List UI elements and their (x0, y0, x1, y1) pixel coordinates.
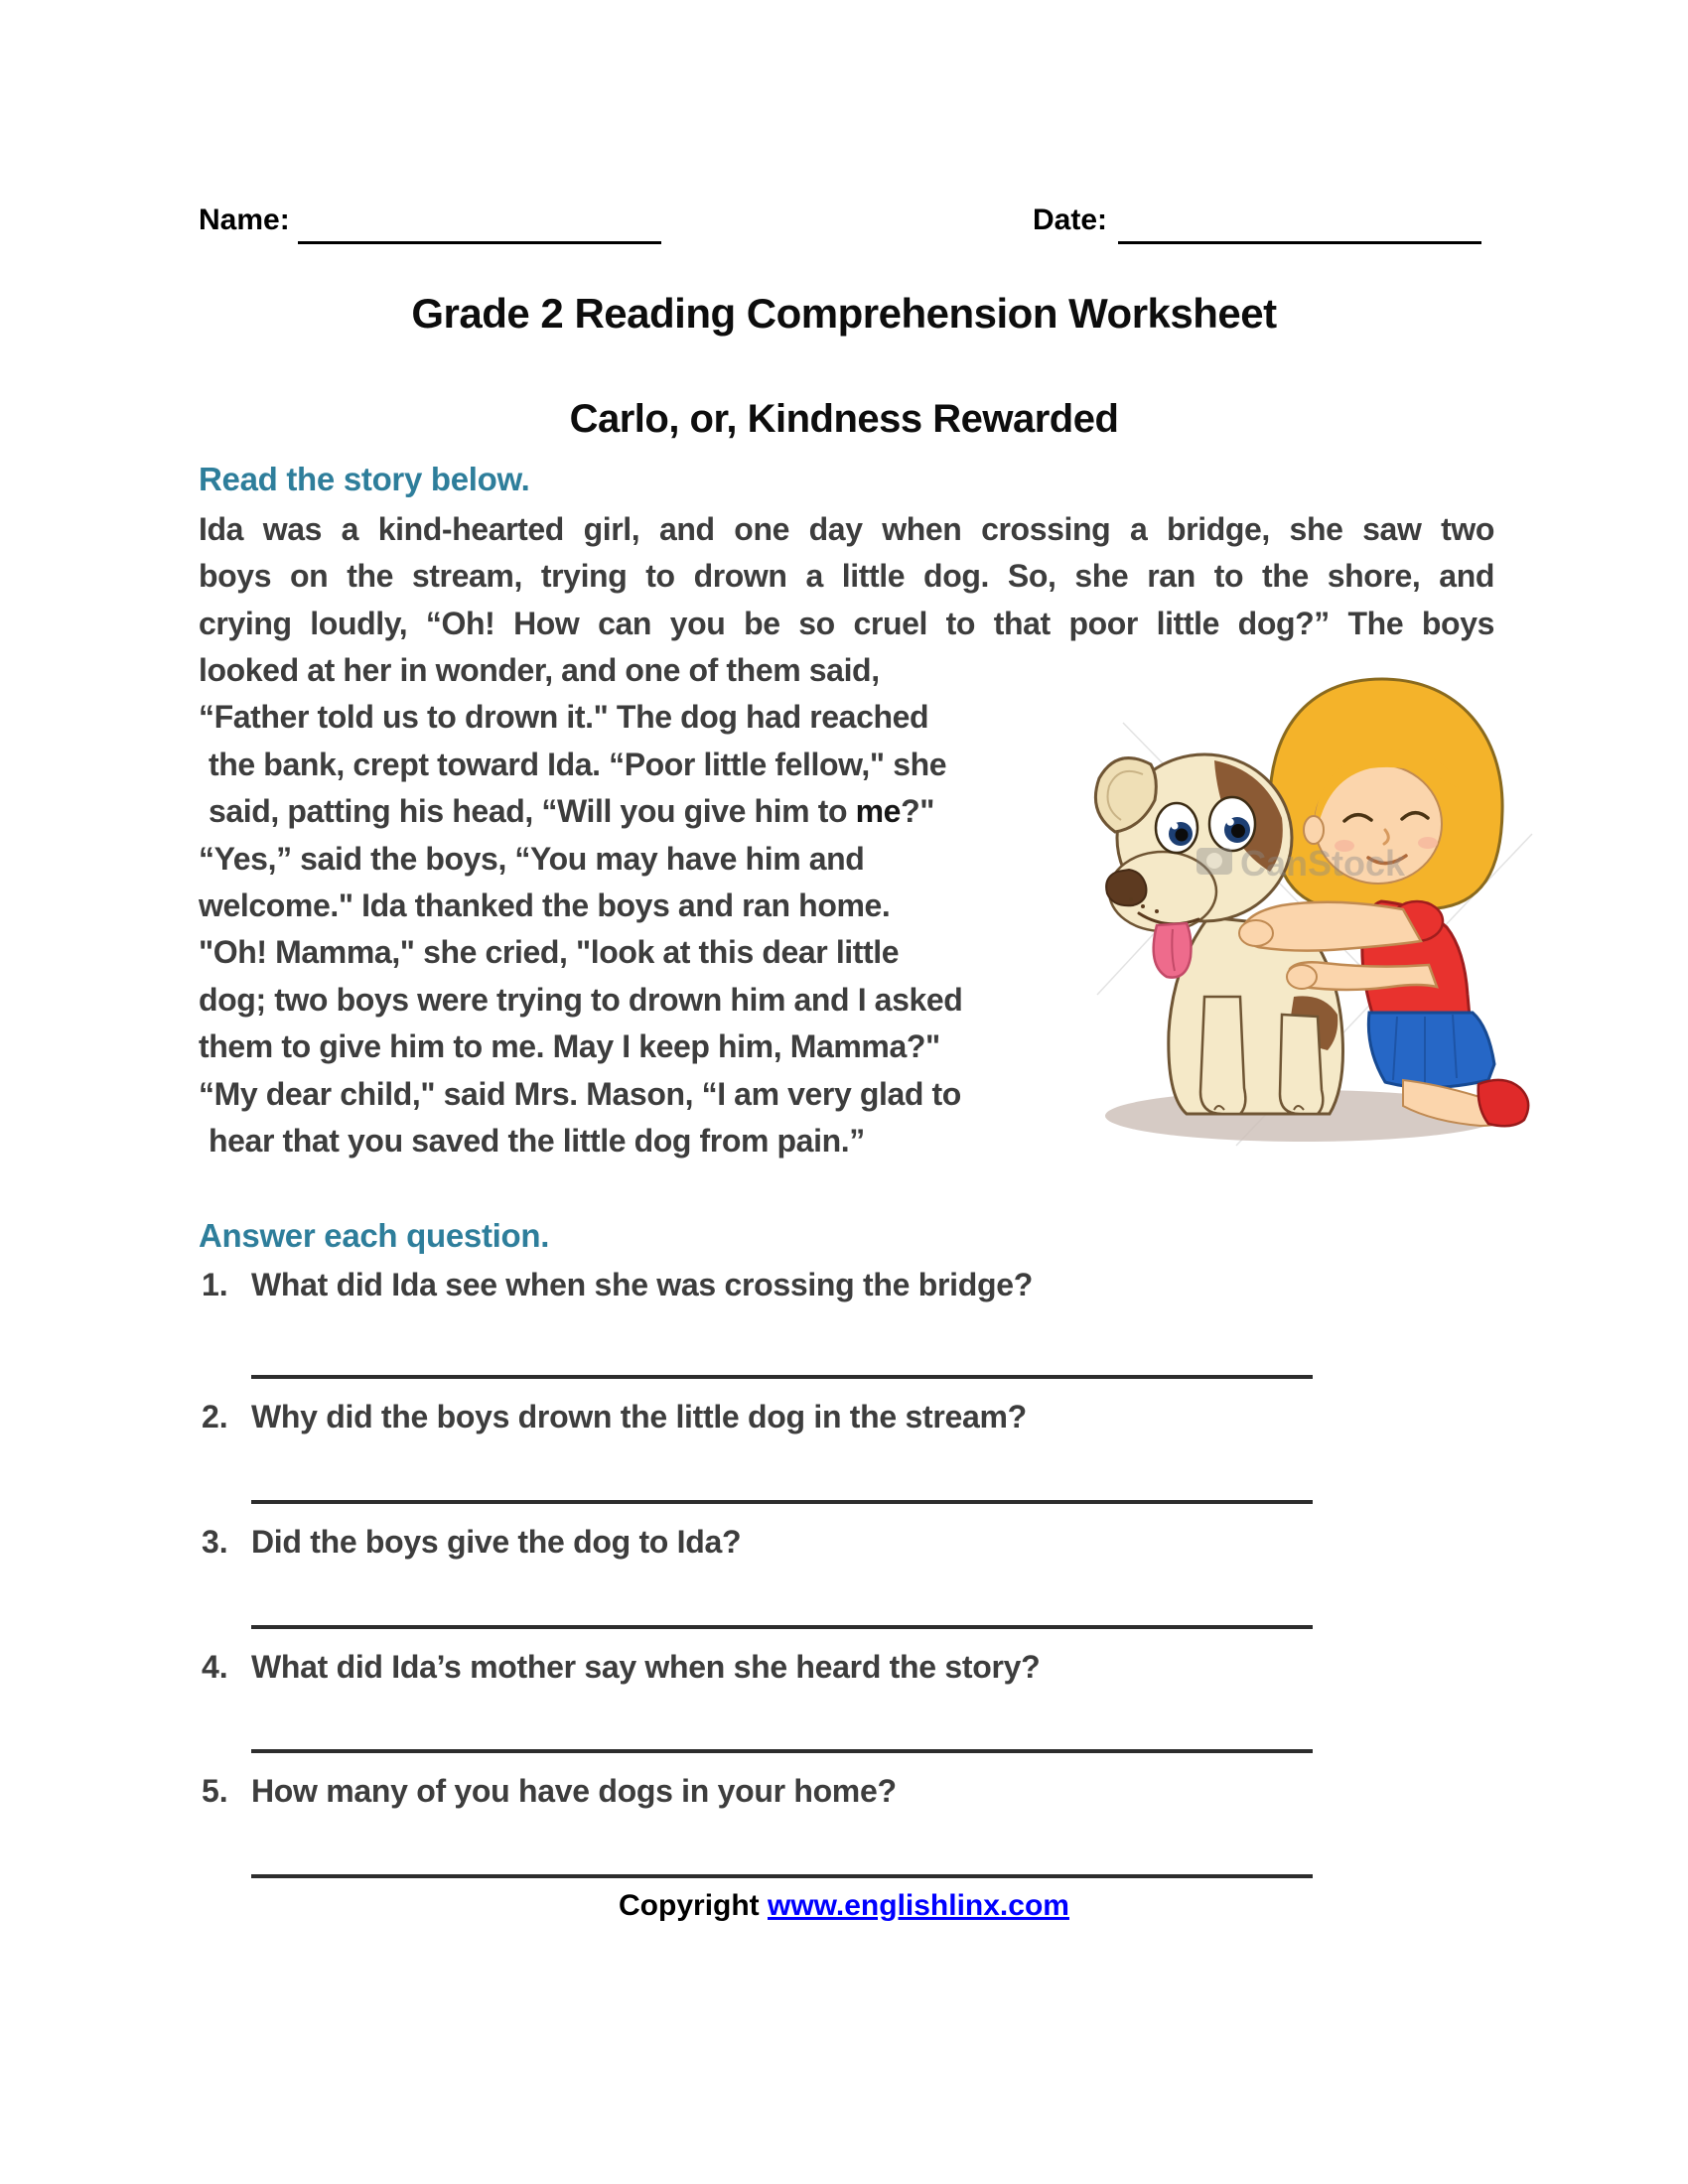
question-number: 2. (202, 1399, 228, 1434)
question-text: Did the boys give the dog to Ida? (251, 1524, 742, 1560)
date-field-line[interactable] (1118, 241, 1481, 244)
question-number: 5. (202, 1773, 228, 1809)
question-text: Why did the boys drown the little dog in the stream? (251, 1399, 1027, 1434)
story-line: "Oh! Mamma," she cried, "look at this dear little (199, 934, 900, 970)
story-line: boys on the stream, trying to drown a little dog. So, she ran to the shore, and (199, 558, 1494, 594)
date-label: Date: (1033, 204, 1108, 236)
story-line: welcome." Ida thanked the boys and ran home. (199, 887, 891, 923)
story-illustration (1087, 667, 1539, 1163)
story-title: Carlo, or, Kindness Rewarded (569, 397, 1119, 441)
story-line: looked at her in wonder, and one of them said, (199, 652, 880, 688)
story-line-part: ?" (901, 793, 934, 829)
question-text: What did Ida see when she was crossing the bridge? (251, 1267, 1033, 1302)
story-line (199, 793, 934, 830)
page-title: Grade 2 Reading Comprehension Worksheet (411, 290, 1277, 337)
story-line: dog; two boys were trying to drown him and I asked (199, 982, 963, 1018)
question-number: 4. (202, 1649, 228, 1685)
answer-line[interactable] (251, 1749, 1313, 1753)
question-number: 1. (202, 1267, 228, 1302)
question-number: 3. (202, 1524, 228, 1560)
story-line: crying loudly, “Oh! How can you be so cruel to that poor little dog?” The boys (199, 606, 1494, 641)
answer-line[interactable] (251, 1625, 1313, 1629)
copyright-row (0, 1889, 1688, 1923)
story-line: “My dear child," said Mrs. Mason, “I am very glad to (199, 1076, 961, 1112)
story-line: hear that you saved the little dog from pain.” (209, 1123, 865, 1159)
story-line: them to give him to me. May I keep him, Mamma?" (199, 1028, 940, 1064)
story-line: the bank, crept toward Ida. “Poor little fellow," she (209, 747, 947, 782)
answer-line[interactable] (251, 1375, 1313, 1379)
story-line-part: said, patting his head, “Will you give him to (209, 793, 856, 829)
story-line: Ida was a kind-hearted girl, and one day when crossing a bridge, she saw two (199, 511, 1494, 547)
story-line: “Yes,” said the boys, “You may have him and (199, 841, 865, 877)
read-instruction: Read the story below. (199, 461, 530, 497)
copyright-link[interactable]: www.englishlinx.com (768, 1889, 1069, 1922)
name-label: Name: (199, 204, 290, 236)
copyright-text: Copyright (619, 1889, 769, 1922)
question-text: How many of you have dogs in your home? (251, 1773, 897, 1809)
answer-line[interactable] (251, 1874, 1313, 1878)
answer-line[interactable] (251, 1500, 1313, 1504)
girl-hugging-dog-image (1087, 667, 1539, 1163)
story-line-emphasis: me (855, 793, 902, 829)
question-text: What did Ida’s mother say when she heard the story? (251, 1649, 1041, 1685)
story-line: “Father told us to drown it." The dog had reached (199, 699, 929, 735)
name-field-line[interactable] (298, 241, 661, 244)
answer-instruction: Answer each question. (199, 1217, 550, 1254)
watermark-text: CanStock (1240, 843, 1406, 884)
